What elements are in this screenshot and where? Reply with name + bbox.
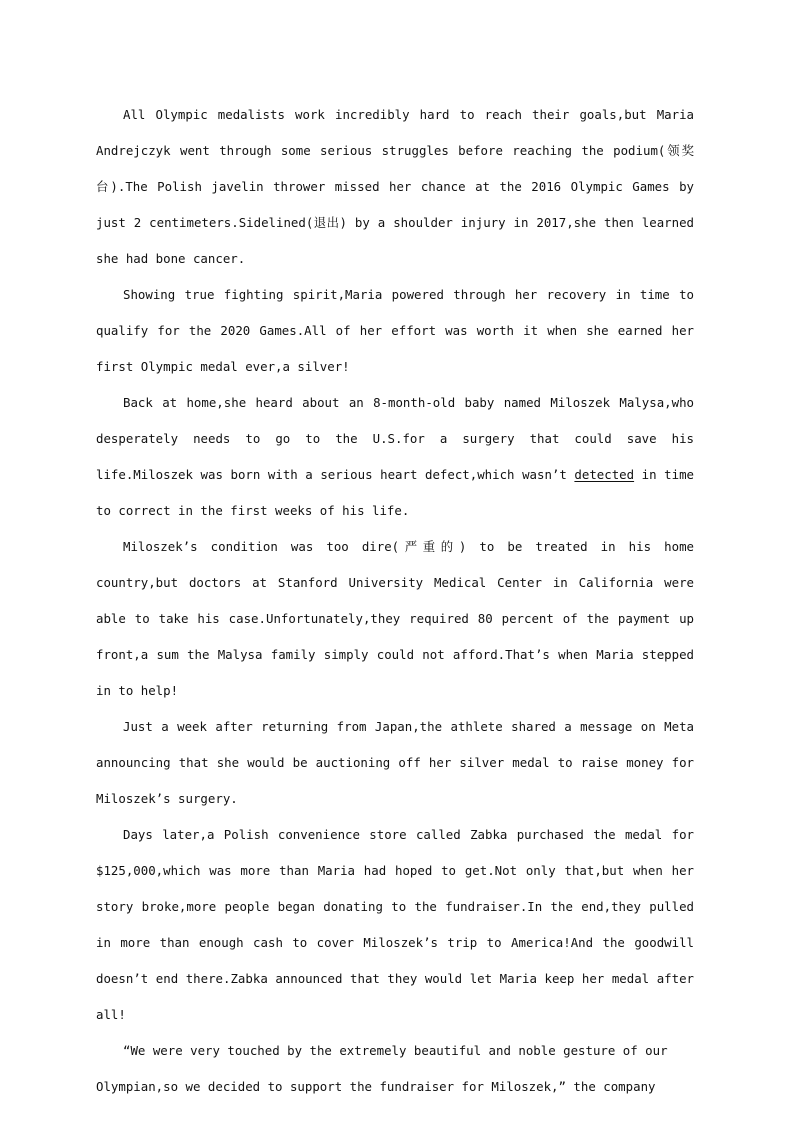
paragraph-3: [96, 385, 694, 529]
paragraph-4: Miloszek’s condition was too dire(严重的) to be treated in his home country,but doctors at Stanford University Medical Center in California were able to take his case.Unfortunately,they required 80 percent of the payment up front,a sum the Malysa family simply could not afford.That’s when Maria stepped in to help!: [96, 539, 694, 698]
paragraph-2: Showing true fighting spirit,Maria powered through her recovery in time to qualify for the 2020 Games.All of her effort was worth it when she earned her first Olympic medal ever,a silver!: [96, 287, 694, 374]
paragraph-7: “We were very touched by the extremely beautiful and noble gesture of our Olympian,so we decided to support the fundraiser for Miloszek,” the company: [96, 1043, 668, 1094]
underlined-word-detected: detected: [574, 467, 635, 482]
paragraph-6: Days later,a Polish convenience store called Zabka purchased the medal for $125,000,which was more than Maria had hoped to get.Not only that,but when her story broke,more people began donating to the fundraiser.In the end,they pulled in more than enough cash to cover Miloszek’s trip to America!And the goodwill doesn’t end there.Zabka announced that they would let Maria keep her medal after all!: [96, 827, 694, 1022]
paragraph-3-after: in time to correct in the first weeks of his life.: [96, 467, 694, 518]
paragraph-1: All Olympic medalists work incredibly hard to reach their goals,but Maria Andrejczyk went through some serious struggles before reaching the podium(领奖台).The Polish javelin thrower missed her chance at the 2016 Olympic Games by just 2 centimeters.Sidelined(退出) by a shoulder injury in 2017,she then learned she had bone cancer.: [96, 107, 694, 266]
paragraph-3-before: Back at home,she heard about an 8-month-old baby named Miloszek Malysa,who desperately needs to go to the U.S.for a surgery that could save his life.Miloszek was born with a serious heart defect,which wasn’t: [96, 395, 694, 482]
paragraph-5: Just a week after returning from Japan,the athlete shared a message on Meta announcing that she would be auctioning off her silver medal to raise money for Miloszek’s surgery.: [96, 719, 694, 806]
article-body: [96, 97, 694, 1105]
